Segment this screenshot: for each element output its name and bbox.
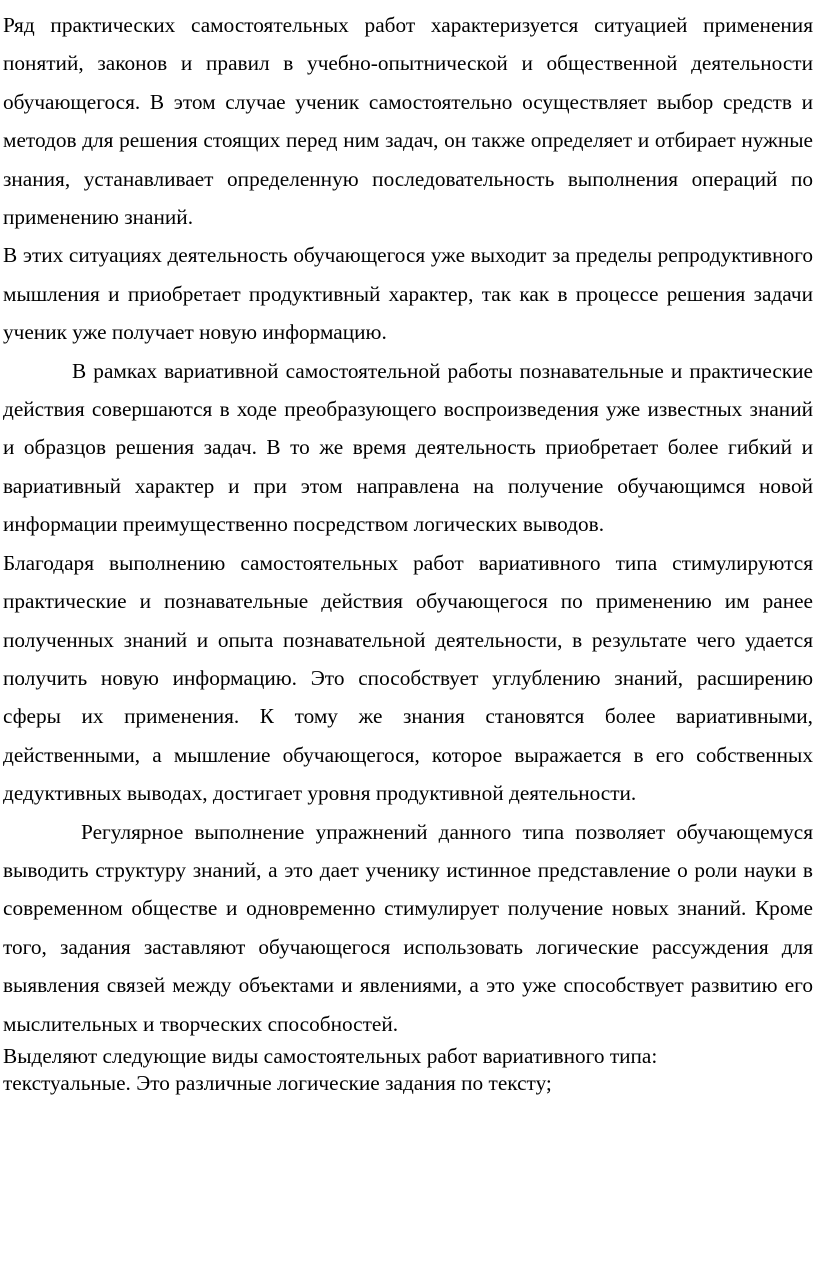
paragraph-3: В рамках вариативной самостоятельной работы познавательные и практические действия совершаются в ходе преобразующего воспроизведения уже известных знаний и образцов решения задач. В то же время деятельность приобретает более гибкий и вариативный характер и при этом направлена на получение обучающимся новой информации преимущественно посредством логических выводов. xyxy=(3,358,813,537)
paragraph-5: Регулярное выполнение упражнений данного типа позволяет обучающемуся выводить структуру знаний, а это дает ученику истинное представление о роли науки в современном обществе и одновременно стимулирует получение новых знаний. Кроме того, задания заставляют обучающегося использовать логические рассуждения для выявления связей между объектами и явлениями, а это уже способствует развитию его мыслительных и творческих способностей. xyxy=(3,819,813,1036)
paragraph-4: Благодаря выполнению самостоятельных работ вариативного типа стимулируются практические и познавательные действия обучающегося по применению им ранее полученных знаний и опыта познавательной деятельности, в результате чего удается получить новую информацию. Это способствует углублению знаний, расширению сферы их применения. К тому же знания становятся более вариативными, действенными, а мышление обучающегося, которое выражается в его собственных дедуктивных выводах, достигает уровня продуктивной деятельности. xyxy=(3,550,813,806)
paragraph-1: Ряд практических самостоятельных работ характеризуется ситуацией применения понятий, законов и правил в учебно-опытнической и общественной деятельности обучающегося. В этом случае ученик самостоятельно осуществляет выбор средств и методов для решения стоящих перед ним задач, он также определяет и отбирает нужные знания, устанавливает определенную последовательность выполнения операций по применению знаний. xyxy=(3,13,813,230)
paragraph-2: В этих ситуациях деятельность обучающегося уже выходит за пределы репродуктивного мышления и приобретает продуктивный характер, так как в процессе решения задачи ученик уже получает новую информацию. xyxy=(3,243,813,345)
list-item: текстуальные. Это различные логические задания по тексту; xyxy=(3,1070,552,1095)
list-intro: Выделяют следующие виды самостоятельных работ вариативного типа: xyxy=(3,1043,658,1068)
